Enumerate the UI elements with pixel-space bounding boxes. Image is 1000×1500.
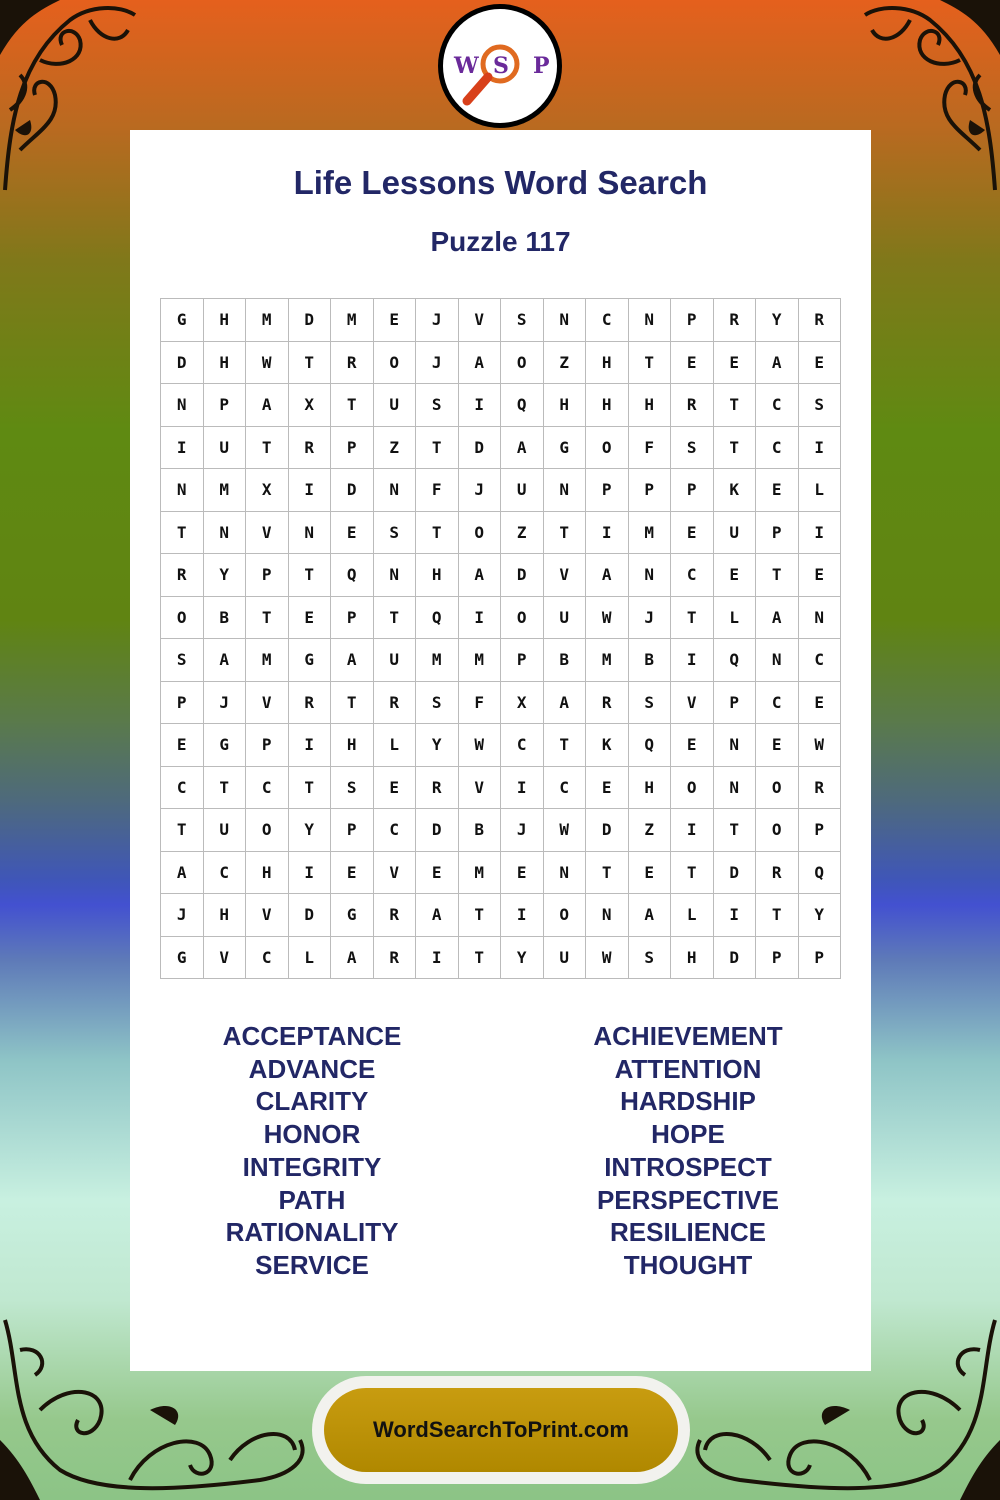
grid-cell[interactable]: T xyxy=(544,512,587,555)
grid-cell[interactable]: I xyxy=(416,937,459,980)
grid-cell[interactable]: N xyxy=(374,469,417,512)
grid-cell[interactable]: E xyxy=(289,597,332,640)
grid-cell[interactable]: V xyxy=(459,299,502,342)
grid-cell[interactable]: P xyxy=(331,597,374,640)
grid-cell[interactable]: R xyxy=(289,682,332,725)
grid-cell[interactable]: F xyxy=(416,469,459,512)
grid-cell[interactable]: I xyxy=(161,427,204,470)
grid-cell[interactable]: Z xyxy=(544,342,587,385)
grid-cell[interactable]: P xyxy=(756,937,799,980)
grid-cell[interactable]: P xyxy=(331,427,374,470)
grid-cell[interactable]: J xyxy=(416,342,459,385)
grid-cell[interactable]: S xyxy=(629,682,672,725)
grid-cell[interactable]: I xyxy=(459,597,502,640)
grid-cell[interactable]: R xyxy=(586,682,629,725)
grid-cell[interactable]: H xyxy=(544,384,587,427)
grid-cell[interactable]: T xyxy=(416,427,459,470)
grid-cell[interactable]: D xyxy=(289,894,332,937)
grid-cell[interactable]: A xyxy=(331,937,374,980)
grid-cell[interactable]: T xyxy=(246,427,289,470)
grid-cell[interactable]: T xyxy=(629,342,672,385)
grid-cell[interactable]: A xyxy=(756,342,799,385)
grid-cell[interactable]: O xyxy=(544,894,587,937)
grid-cell[interactable]: T xyxy=(161,512,204,555)
grid-cell[interactable]: M xyxy=(331,299,374,342)
grid-cell[interactable]: T xyxy=(331,682,374,725)
grid-cell[interactable]: C xyxy=(586,299,629,342)
grid-cell[interactable]: P xyxy=(161,682,204,725)
grid-cell[interactable]: A xyxy=(204,639,247,682)
grid-cell[interactable]: F xyxy=(629,427,672,470)
grid-cell[interactable]: H xyxy=(204,299,247,342)
grid-cell[interactable]: P xyxy=(586,469,629,512)
grid-cell[interactable]: P xyxy=(799,809,842,852)
grid-cell[interactable]: G xyxy=(161,299,204,342)
grid-cell[interactable]: G xyxy=(544,427,587,470)
grid-cell[interactable]: O xyxy=(756,767,799,810)
grid-cell[interactable]: J xyxy=(501,809,544,852)
grid-cell[interactable]: E xyxy=(756,724,799,767)
grid-cell[interactable]: N xyxy=(374,554,417,597)
grid-cell[interactable]: T xyxy=(756,894,799,937)
grid-cell[interactable]: B xyxy=(204,597,247,640)
grid-cell[interactable]: E xyxy=(799,554,842,597)
grid-cell[interactable]: O xyxy=(756,809,799,852)
grid-cell[interactable]: E xyxy=(799,682,842,725)
grid-cell[interactable]: A xyxy=(246,384,289,427)
page-title: Life Lessons Word Search xyxy=(293,164,708,201)
grid-cell[interactable]: D xyxy=(459,427,502,470)
grid-cell[interactable]: T xyxy=(416,512,459,555)
grid-cell[interactable]: S xyxy=(799,384,842,427)
grid-cell[interactable]: H xyxy=(586,342,629,385)
grid-cell[interactable]: F xyxy=(459,682,502,725)
word-list-item: PATH xyxy=(278,1184,346,1215)
grid-cell[interactable]: M xyxy=(246,639,289,682)
word-list-left xyxy=(162,1020,462,1282)
grid-cell[interactable]: J xyxy=(629,597,672,640)
grid-cell[interactable]: D xyxy=(714,852,757,895)
grid-cell[interactable]: P xyxy=(714,682,757,725)
grid-cell[interactable]: H xyxy=(246,852,289,895)
grid-cell[interactable]: P xyxy=(671,469,714,512)
grid-cell[interactable]: I xyxy=(289,852,332,895)
grid-cell[interactable]: Y xyxy=(204,554,247,597)
grid-cell[interactable]: V xyxy=(246,512,289,555)
grid-cell[interactable]: A xyxy=(331,639,374,682)
grid-cell[interactable]: D xyxy=(289,299,332,342)
grid-cell[interactable]: T xyxy=(246,597,289,640)
grid-cell[interactable]: T xyxy=(459,937,502,980)
grid-cell[interactable]: W xyxy=(586,937,629,980)
grid-cell[interactable]: D xyxy=(501,554,544,597)
grid-cell[interactable]: R xyxy=(331,342,374,385)
grid-cell[interactable]: O xyxy=(374,342,417,385)
grid-cell[interactable]: D xyxy=(714,937,757,980)
grid-cell[interactable]: P xyxy=(331,809,374,852)
grid-cell[interactable]: U xyxy=(501,469,544,512)
grid-cell[interactable]: Q xyxy=(501,384,544,427)
grid-cell[interactable]: L xyxy=(714,597,757,640)
grid-cell[interactable]: R xyxy=(374,682,417,725)
grid-cell[interactable]: N xyxy=(544,469,587,512)
word-list-item: SERVICE xyxy=(255,1249,369,1280)
grid-cell[interactable]: X xyxy=(246,469,289,512)
word-list-item: HOPE xyxy=(651,1119,725,1150)
grid-cell[interactable]: T xyxy=(544,724,587,767)
grid-cell[interactable]: X xyxy=(289,384,332,427)
grid-cell[interactable]: P xyxy=(246,724,289,767)
grid-cell[interactable]: N xyxy=(544,299,587,342)
grid-cell[interactable]: D xyxy=(331,469,374,512)
grid-cell[interactable]: R xyxy=(799,299,842,342)
grid-cell[interactable]: S xyxy=(501,299,544,342)
grid-cell[interactable]: M xyxy=(246,299,289,342)
grid-cell[interactable]: P xyxy=(799,937,842,980)
grid-cell[interactable]: E xyxy=(671,342,714,385)
grid-cell[interactable]: R xyxy=(161,554,204,597)
grid-cell[interactable]: A xyxy=(501,427,544,470)
word-list-item: ATTENTION xyxy=(614,1053,762,1084)
grid-cell[interactable]: E xyxy=(501,852,544,895)
word-list-item: PERSPECTIVE xyxy=(596,1184,780,1215)
grid-cell[interactable]: L xyxy=(799,469,842,512)
grid-cell[interactable]: I xyxy=(459,384,502,427)
word-list-item: RATIONALITY xyxy=(225,1217,399,1248)
grid-cell[interactable]: U xyxy=(544,937,587,980)
grid-cell[interactable]: Y xyxy=(501,937,544,980)
word-list-item: INTROSPECT xyxy=(604,1151,772,1182)
grid-cell[interactable]: O xyxy=(459,512,502,555)
grid-cell[interactable]: V xyxy=(374,852,417,895)
grid-cell[interactable]: C xyxy=(756,427,799,470)
grid-cell[interactable]: U xyxy=(544,597,587,640)
grid-cell[interactable]: H xyxy=(586,384,629,427)
grid-cell[interactable]: D xyxy=(416,809,459,852)
grid-cell[interactable]: E xyxy=(416,852,459,895)
grid-cell[interactable]: A xyxy=(586,554,629,597)
grid-cell[interactable]: E xyxy=(714,342,757,385)
grid-cell[interactable]: D xyxy=(586,809,629,852)
grid-cell[interactable]: W xyxy=(459,724,502,767)
site-logo xyxy=(438,4,562,128)
grid-cell[interactable]: I xyxy=(289,469,332,512)
grid-cell[interactable]: K xyxy=(714,469,757,512)
grid-cell[interactable]: H xyxy=(629,384,672,427)
grid-cell[interactable]: N xyxy=(799,597,842,640)
grid-cell[interactable]: E xyxy=(756,469,799,512)
grid-cell[interactable]: B xyxy=(544,639,587,682)
grid-cell[interactable]: E xyxy=(374,767,417,810)
grid-cell[interactable]: C xyxy=(799,639,842,682)
grid-cell[interactable]: O xyxy=(586,427,629,470)
grid-cell[interactable]: E xyxy=(671,512,714,555)
grid-cell[interactable]: O xyxy=(671,767,714,810)
grid-cell[interactable]: V xyxy=(671,682,714,725)
grid-cell[interactable]: C xyxy=(501,724,544,767)
grid-cell[interactable]: I xyxy=(799,512,842,555)
grid-cell[interactable]: L xyxy=(671,894,714,937)
grid-cell[interactable]: E xyxy=(331,512,374,555)
grid-cell[interactable]: P xyxy=(756,512,799,555)
grid-cell[interactable]: A xyxy=(459,342,502,385)
logo-letter-p: P xyxy=(533,53,550,79)
grid-cell[interactable]: C xyxy=(246,937,289,980)
grid-cell[interactable]: M xyxy=(586,639,629,682)
logo-letter-w: W xyxy=(454,53,479,79)
grid-cell[interactable]: H xyxy=(331,724,374,767)
grid-cell[interactable]: M xyxy=(416,639,459,682)
grid-cell[interactable]: N xyxy=(544,852,587,895)
grid-cell[interactable]: C xyxy=(671,554,714,597)
grid-cell[interactable]: H xyxy=(204,894,247,937)
logo-letter-s: S xyxy=(493,53,509,79)
grid-cell[interactable]: S xyxy=(331,767,374,810)
grid-cell[interactable]: T xyxy=(161,809,204,852)
grid-cell[interactable]: A xyxy=(416,894,459,937)
grid-cell[interactable]: Q xyxy=(416,597,459,640)
grid-cell[interactable]: A xyxy=(161,852,204,895)
grid-cell[interactable]: J xyxy=(459,469,502,512)
grid-cell[interactable]: I xyxy=(289,724,332,767)
grid-cell[interactable]: O xyxy=(501,342,544,385)
grid-cell[interactable]: I xyxy=(714,894,757,937)
grid-cell[interactable]: U xyxy=(204,427,247,470)
grid-cell[interactable]: Z xyxy=(629,809,672,852)
grid-cell[interactable]: A xyxy=(544,682,587,725)
grid-cell[interactable]: U xyxy=(714,512,757,555)
grid-cell[interactable]: T xyxy=(714,384,757,427)
grid-cell[interactable]: Z xyxy=(374,427,417,470)
grid-cell[interactable]: P xyxy=(629,469,672,512)
word-list-item: HONOR xyxy=(263,1119,361,1150)
grid-cell[interactable]: C xyxy=(204,852,247,895)
grid-cell[interactable]: C xyxy=(756,384,799,427)
footer-site-link[interactable]: WordSearchToPrint.com xyxy=(324,1388,678,1472)
grid-cell[interactable]: Y xyxy=(799,894,842,937)
grid-cell[interactable]: G xyxy=(331,894,374,937)
grid-cell[interactable]: T xyxy=(374,597,417,640)
grid-cell[interactable]: N xyxy=(714,724,757,767)
grid-cell[interactable]: U xyxy=(204,809,247,852)
grid-cell[interactable]: S xyxy=(671,427,714,470)
grid-cell[interactable]: S xyxy=(416,682,459,725)
grid-cell[interactable]: N xyxy=(714,767,757,810)
grid-cell[interactable]: C xyxy=(246,767,289,810)
grid-cell[interactable]: Q xyxy=(629,724,672,767)
grid-cell[interactable]: M xyxy=(629,512,672,555)
grid-cell[interactable]: T xyxy=(289,554,332,597)
grid-cell[interactable]: R xyxy=(416,767,459,810)
grid-cell[interactable]: I xyxy=(586,512,629,555)
grid-cell[interactable]: N xyxy=(629,299,672,342)
grid-cell[interactable]: N xyxy=(629,554,672,597)
grid-cell[interactable]: O xyxy=(246,809,289,852)
grid-cell[interactable]: M xyxy=(459,852,502,895)
grid-cell[interactable]: E xyxy=(161,724,204,767)
grid-cell[interactable]: R xyxy=(756,852,799,895)
grid-cell[interactable]: S xyxy=(161,639,204,682)
grid-cell[interactable]: O xyxy=(501,597,544,640)
grid-cell[interactable]: T xyxy=(714,427,757,470)
grid-cell[interactable]: Y xyxy=(416,724,459,767)
grid-cell[interactable]: N xyxy=(161,469,204,512)
grid-cell[interactable]: H xyxy=(416,554,459,597)
grid-cell[interactable]: T xyxy=(289,342,332,385)
grid-cell[interactable]: G xyxy=(161,937,204,980)
grid-cell[interactable]: A xyxy=(459,554,502,597)
grid-cell[interactable]: P xyxy=(204,384,247,427)
word-list-item: THOUGHT xyxy=(623,1249,753,1280)
grid-cell[interactable]: A xyxy=(629,894,672,937)
grid-cell[interactable]: W xyxy=(246,342,289,385)
grid-cell[interactable]: P xyxy=(501,639,544,682)
grid-cell[interactable]: U xyxy=(374,384,417,427)
grid-cell[interactable]: R xyxy=(671,384,714,427)
grid-cell[interactable]: I xyxy=(501,767,544,810)
grid-cell[interactable]: I xyxy=(671,809,714,852)
grid-cell[interactable]: N xyxy=(586,894,629,937)
grid-cell[interactable]: T xyxy=(459,894,502,937)
word-list-item: HARDSHIP xyxy=(620,1086,756,1117)
grid-cell[interactable]: S xyxy=(416,384,459,427)
grid-cell[interactable]: H xyxy=(204,342,247,385)
grid-cell[interactable]: X xyxy=(501,682,544,725)
grid-cell[interactable]: T xyxy=(671,597,714,640)
grid-cell[interactable]: S xyxy=(629,937,672,980)
grid-cell[interactable]: Q xyxy=(714,639,757,682)
footer-button[interactable] xyxy=(312,1376,690,1484)
word-list-item: ACCEPTANCE xyxy=(222,1021,402,1051)
grid-cell[interactable]: C xyxy=(161,767,204,810)
grid-cell[interactable]: I xyxy=(799,427,842,470)
grid-cell[interactable]: W xyxy=(799,724,842,767)
grid-cell[interactable]: T xyxy=(586,852,629,895)
grid-cell[interactable]: Y xyxy=(756,299,799,342)
word-list-right xyxy=(538,1020,838,1282)
grid-cell[interactable]: Q xyxy=(799,852,842,895)
word-list-item: INTEGRITY xyxy=(242,1151,382,1182)
grid-cell[interactable]: W xyxy=(544,809,587,852)
ornament-top-right-icon xyxy=(860,0,1000,200)
grid-cell[interactable]: N xyxy=(289,512,332,555)
grid-cell[interactable]: B xyxy=(629,639,672,682)
grid-cell[interactable]: T xyxy=(331,384,374,427)
grid-cell[interactable]: V xyxy=(459,767,502,810)
grid-cell[interactable]: N xyxy=(161,384,204,427)
grid-cell[interactable]: Z xyxy=(501,512,544,555)
grid-cell[interactable]: S xyxy=(374,512,417,555)
grid-cell[interactable]: T xyxy=(204,767,247,810)
grid-cell[interactable]: H xyxy=(629,767,672,810)
grid-cell[interactable]: D xyxy=(161,342,204,385)
grid-cell[interactable]: R xyxy=(374,894,417,937)
grid-cell[interactable]: P xyxy=(671,299,714,342)
grid-cell[interactable]: C xyxy=(756,682,799,725)
grid-cell[interactable]: P xyxy=(246,554,289,597)
grid-cell[interactable]: B xyxy=(459,809,502,852)
word-list-item: RESILIENCE xyxy=(609,1217,767,1248)
grid-cell[interactable]: J xyxy=(416,299,459,342)
grid-cell[interactable]: U xyxy=(374,639,417,682)
grid-cell[interactable]: R xyxy=(289,427,332,470)
grid-cell[interactable]: N xyxy=(204,512,247,555)
grid-cell[interactable]: O xyxy=(161,597,204,640)
grid-cell[interactable]: L xyxy=(289,937,332,980)
grid-cell[interactable]: Q xyxy=(331,554,374,597)
grid-cell[interactable]: T xyxy=(714,809,757,852)
grid-cell[interactable]: E xyxy=(629,852,672,895)
puzzle-number: Puzzle 117 xyxy=(430,226,571,257)
grid-cell[interactable]: V xyxy=(246,894,289,937)
grid-cell[interactable]: J xyxy=(204,682,247,725)
grid-cell[interactable]: I xyxy=(501,894,544,937)
grid-cell[interactable]: N xyxy=(756,639,799,682)
grid-cell[interactable]: E xyxy=(671,724,714,767)
grid-cell[interactable]: A xyxy=(756,597,799,640)
grid-cell[interactable]: E xyxy=(799,342,842,385)
grid-cell[interactable]: T xyxy=(756,554,799,597)
letter-grid xyxy=(160,298,841,979)
grid-cell[interactable]: V xyxy=(246,682,289,725)
word-list-item: CLARITY xyxy=(255,1086,369,1117)
grid-cell[interactable]: M xyxy=(459,639,502,682)
ornament-top-left-icon xyxy=(0,0,140,200)
grid-cell[interactable]: C xyxy=(374,809,417,852)
grid-cell[interactable]: K xyxy=(586,724,629,767)
grid-cell[interactable]: J xyxy=(161,894,204,937)
grid-cell[interactable]: T xyxy=(289,767,332,810)
grid-cell[interactable]: G xyxy=(289,639,332,682)
grid-cell[interactable]: E xyxy=(374,299,417,342)
grid-cell[interactable]: V xyxy=(544,554,587,597)
grid-cell[interactable]: W xyxy=(586,597,629,640)
grid-cell[interactable]: R xyxy=(374,937,417,980)
grid-cell[interactable]: C xyxy=(544,767,587,810)
grid-cell[interactable]: E xyxy=(331,852,374,895)
grid-cell[interactable]: Y xyxy=(289,809,332,852)
grid-cell[interactable]: L xyxy=(374,724,417,767)
word-list-item: ADVANCE xyxy=(248,1053,376,1084)
grid-cell[interactable]: E xyxy=(714,554,757,597)
word-list-item: ACHIEVEMENT xyxy=(593,1021,783,1051)
grid-cell[interactable]: T xyxy=(671,852,714,895)
grid-cell[interactable]: R xyxy=(799,767,842,810)
grid-cell[interactable]: M xyxy=(204,469,247,512)
grid-cell[interactable]: V xyxy=(204,937,247,980)
grid-cell[interactable]: I xyxy=(671,639,714,682)
grid-cell[interactable]: H xyxy=(671,937,714,980)
grid-cell[interactable]: R xyxy=(714,299,757,342)
grid-cell[interactable]: E xyxy=(586,767,629,810)
grid-cell[interactable]: G xyxy=(204,724,247,767)
